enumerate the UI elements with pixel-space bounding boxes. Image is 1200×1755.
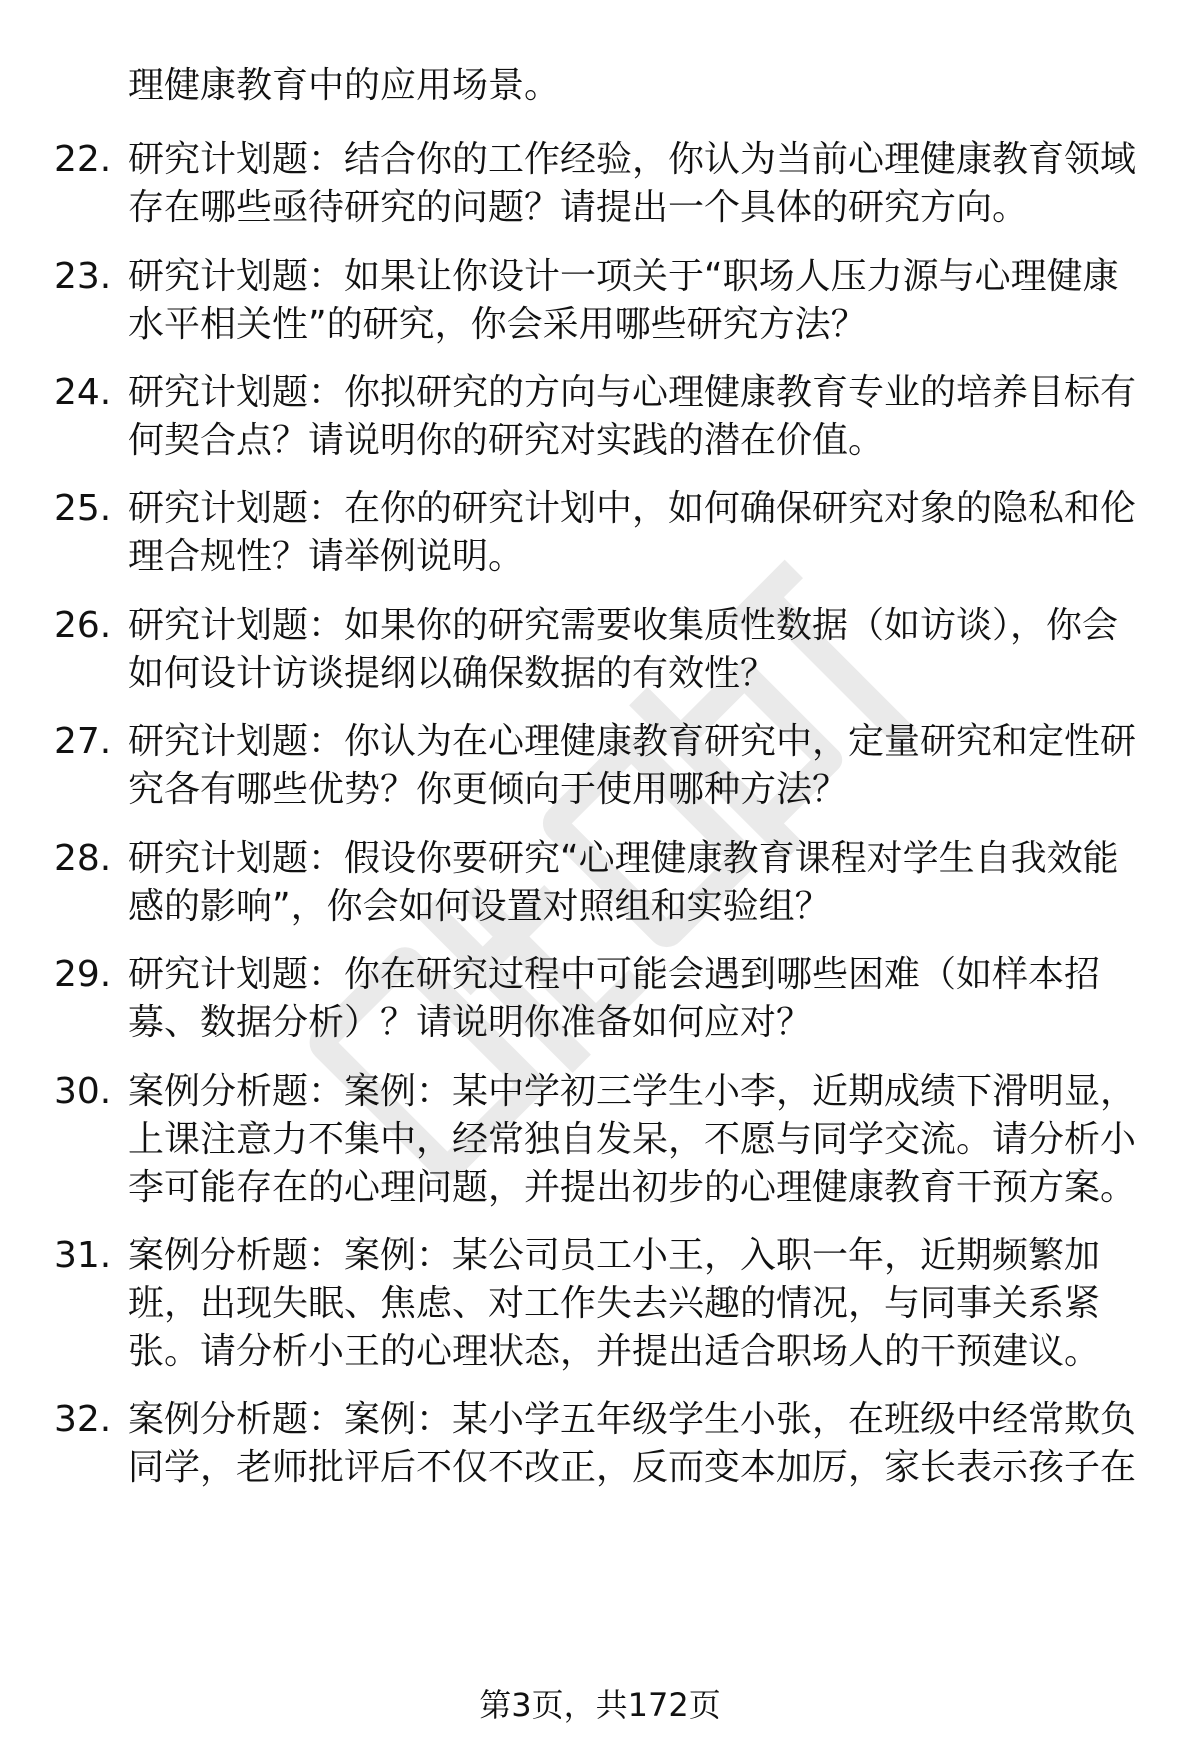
page-footer: 第3页，共172页 (479, 1686, 721, 1724)
question-line: 李可能存在的心理问题，并提出初步的心理健康教育干预方案。 (128, 1167, 1137, 1208)
continuation-text: 理健康教育中的应用场景。 (128, 65, 561, 106)
question-text (128, 1232, 1138, 1376)
question-line: 水平相关性”的研究，你会采用哪些研究方法？ (128, 304, 867, 345)
question-line: 研究计划题：如果你的研究需要收集质性数据（如访谈），你会 (128, 605, 1119, 646)
question-number: 22. (54, 139, 112, 180)
question-line: 研究计划题：在你的研究计划中，如何确保研究对象的隐私和伦 (128, 488, 1137, 529)
question-line: 张。请分析小王的心理状态，并提出适合职场人的干预建议。 (128, 1331, 1101, 1372)
question-number: 27. (54, 721, 112, 762)
question-line: 案例分析题：案例：某中学初三学生小李，近期成绩下滑明显， (128, 1071, 1137, 1112)
question-text (128, 835, 1138, 931)
question-text (128, 253, 1138, 349)
question-text (128, 1396, 1138, 1492)
question-line: 案例分析题：案例：某公司员工小王，入职一年，近期频繁加 (128, 1235, 1101, 1276)
question-line: 何契合点？请说明你的研究对实践的潜在价值。 (128, 420, 885, 461)
question-line: 研究计划题：如果让你设计一项关于“职场人压力源与心理健康 (128, 256, 1119, 297)
question-text (128, 1068, 1138, 1212)
question-line: 理合规性？请举例说明。 (128, 536, 525, 577)
question-line: 研究计划题：你拟研究的方向与心理健康教育专业的培养目标有 (128, 372, 1137, 413)
question-text (128, 485, 1138, 581)
question-line: 同学，老师批评后不仅不改正，反而变本加厉，家长表示孩子在 (128, 1447, 1137, 1488)
question-number: 31. (54, 1235, 112, 1276)
question-number: 32. (54, 1399, 112, 1440)
question-line: 研究计划题：结合你的工作经验，你认为当前心理健康教育领域 (128, 139, 1137, 180)
question-text (128, 951, 1138, 1047)
question-line: 案例分析题：案例：某小学五年级学生小张，在班级中经常欺负 (128, 1399, 1137, 1440)
question-line: 如何设计访谈提纲以确保数据的有效性？ (128, 653, 777, 694)
question-text (128, 369, 1138, 465)
question-line: 募、数据分析）？请说明你准备如何应对？ (128, 1002, 813, 1043)
question-line: 研究计划题：你认为在心理健康教育研究中，定量研究和定性研 (128, 721, 1137, 762)
question-line: 存在哪些亟待研究的问题？请提出一个具体的研究方向。 (128, 187, 1029, 228)
question-line: 研究计划题：你在研究过程中可能会遇到哪些困难（如样本招 (128, 954, 1101, 995)
question-number: 23. (54, 256, 112, 297)
question-text (128, 602, 1138, 698)
question-line: 感的影响”，你会如何设置对照组和实验组？ (128, 886, 831, 927)
question-line: 班，出现失眠、焦虑、对工作失去兴趣的情况，与同事关系紧 (128, 1283, 1101, 1324)
question-number: 28. (54, 838, 112, 879)
question-text (128, 718, 1138, 814)
question-line: 上课注意力不集中，经常独自发呆，不愿与同学交流。请分析小 (128, 1119, 1137, 1160)
question-number: 30. (54, 1071, 112, 1112)
question-text (128, 136, 1138, 232)
question-number: 29. (54, 954, 112, 995)
question-number: 24. (54, 372, 112, 413)
question-number: 26. (54, 605, 112, 646)
question-line: 究各有哪些优势？你更倾向于使用哪种方法？ (128, 769, 849, 810)
question-line: 研究计划题：假设你要研究“心理健康教育课程对学生自我效能 (128, 838, 1119, 879)
question-number: 25. (54, 488, 112, 529)
